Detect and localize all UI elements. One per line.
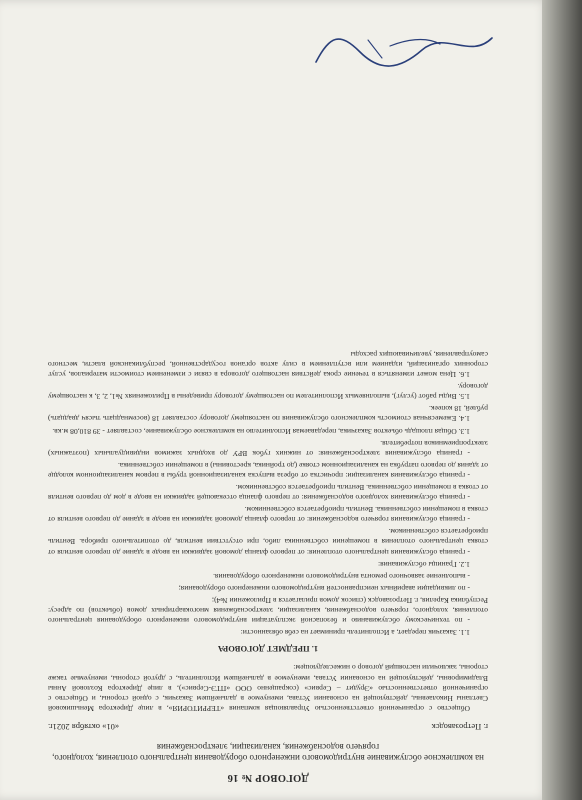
- document-body: [48, 347, 488, 790]
- document-subtitle: на комплексное обслуживание внутридомового инженерного оборудования центрального отопления, холодного, горячего водоснабжения, канализации, электроснабжения: [52, 741, 484, 763]
- signature-icon: [310, 20, 500, 80]
- clause-paragraph: - граница обслуживания электроснабжения: от нижних губок ВРУ до входных зажимов индивидуальных (поэтажных) электроприемников потребителя.: [48, 438, 488, 458]
- document-date: «01» октября 2021г.: [48, 721, 120, 732]
- clause-paragraph: - граница обслуживания горячего водоснабжения: от первого фланца домовой задвижки на вводе в здание до первого вентиля от стояка в помещении собственника. Вентиль приобретается собственником.: [48, 505, 488, 525]
- clause-paragraph: 1.4. Ежемесячная стоимость комплексного обслуживания по настоящему договору составляет 18 (восемнадцать тысяч двадцать) рублей, 18 копеек.: [48, 404, 488, 424]
- clause-paragraph: 1.1. Заказчик передает, а Исполнитель принимает на себя обязанности:: [240, 628, 470, 638]
- section-title: 1. ПРЕДМЕТ ДОГОВОРА: [217, 644, 319, 655]
- clause-paragraph: - граница обслуживания холодного водоснабжения: от первого фланца отсекающей задвижки на вводе в дом до первого вентиля от стояка в помещении собственника. Вентиль приобретается собственником.: [48, 483, 488, 503]
- clause-paragraph: 1.2. Границы обслуживания:: [378, 559, 470, 569]
- place-date-line: [48, 722, 488, 732]
- clause-paragraph: - граница обслуживания центрального отопления: от первого фланца домовой задвижки на вводе в здание до первого вентиля от стояка центрального отопления в помещении собственника либо, при отсутствии вентиля, до отопительного прибора. Вентиль приобретается собственником.: [48, 527, 488, 557]
- preamble-paragraph: Общество с ограниченной ответственностью Управляющая компания «ТЕРРИТОРИЯ», в лице Директора Меньшиковой Светланы Николаевны, действующей на основании Устава, именуемое в дальнейшем Заказчик, с одной стороны, и Общество с ограниченной ответственностью «Эрудит – Сервис» (сокращенно ООО «ПТЭ-Сервис»), в лице Директора Козловой Анны Владимировны, действующей на основании Устава, именуемое в дальнейшем Исполнитель, с другой стороны, именуемые также стороны, заключили настоящий договор о нижеследующем:: [48, 663, 488, 713]
- clause-paragraph: 1.5. Виды работ (услуг), выполняемых Исполнителем по настоящему договору приведены в Приложениях №1, 2, 3, к настоящему договору.: [48, 382, 488, 402]
- clause-paragraph: - граница обслуживания канализации: прочистка от обреза выпуска канализационной трубы в первом канализационном колодце от здания до первого патрубка на канализационном стояке (до тройника, крестовины) в помещении собственника.: [48, 460, 488, 480]
- clause-paragraph: - по техническому обслуживанию и безопасной эксплуатации внутридомового инженерного оборудования центрального отопления, холодного, горячего водоснабжения, канализации, электроснабжения многоквартирных домов (объектов) по адресу: Республика Карелия, г. Петрозаводск (список домов прилагается в Приложении №4);: [48, 595, 488, 626]
- document-place: г. Петрозаводск: [431, 721, 488, 732]
- clause-paragraph: 1.3. Общая площадь объектов Заказчика, передаваемая Исполнителю на комплексное обслуживание, составляет - 39 810,08 м.кв.: [52, 426, 470, 436]
- clause-paragraph: - по ликвидации аварийных неисправностей внутридомового инженерного оборудования;: [178, 583, 470, 593]
- scanner-edge: [542, 0, 582, 800]
- clause-paragraph: - выполнение заявочного ремонта внутридомового инженерного оборудования.: [213, 571, 470, 581]
- handwritten-signature: [310, 20, 500, 80]
- clause-paragraph: 1.6. Цена может изменяться в течение срока действия настоящего договора в связи с изменением стоимости материалов, услуг сторонних организаций, изданием или вступлением в силу актов органов государственной, республиканской власти, местного самоуправления, увеличивающих расходы: [48, 349, 488, 380]
- document-title: ДОГОВОР № 16: [227, 772, 309, 783]
